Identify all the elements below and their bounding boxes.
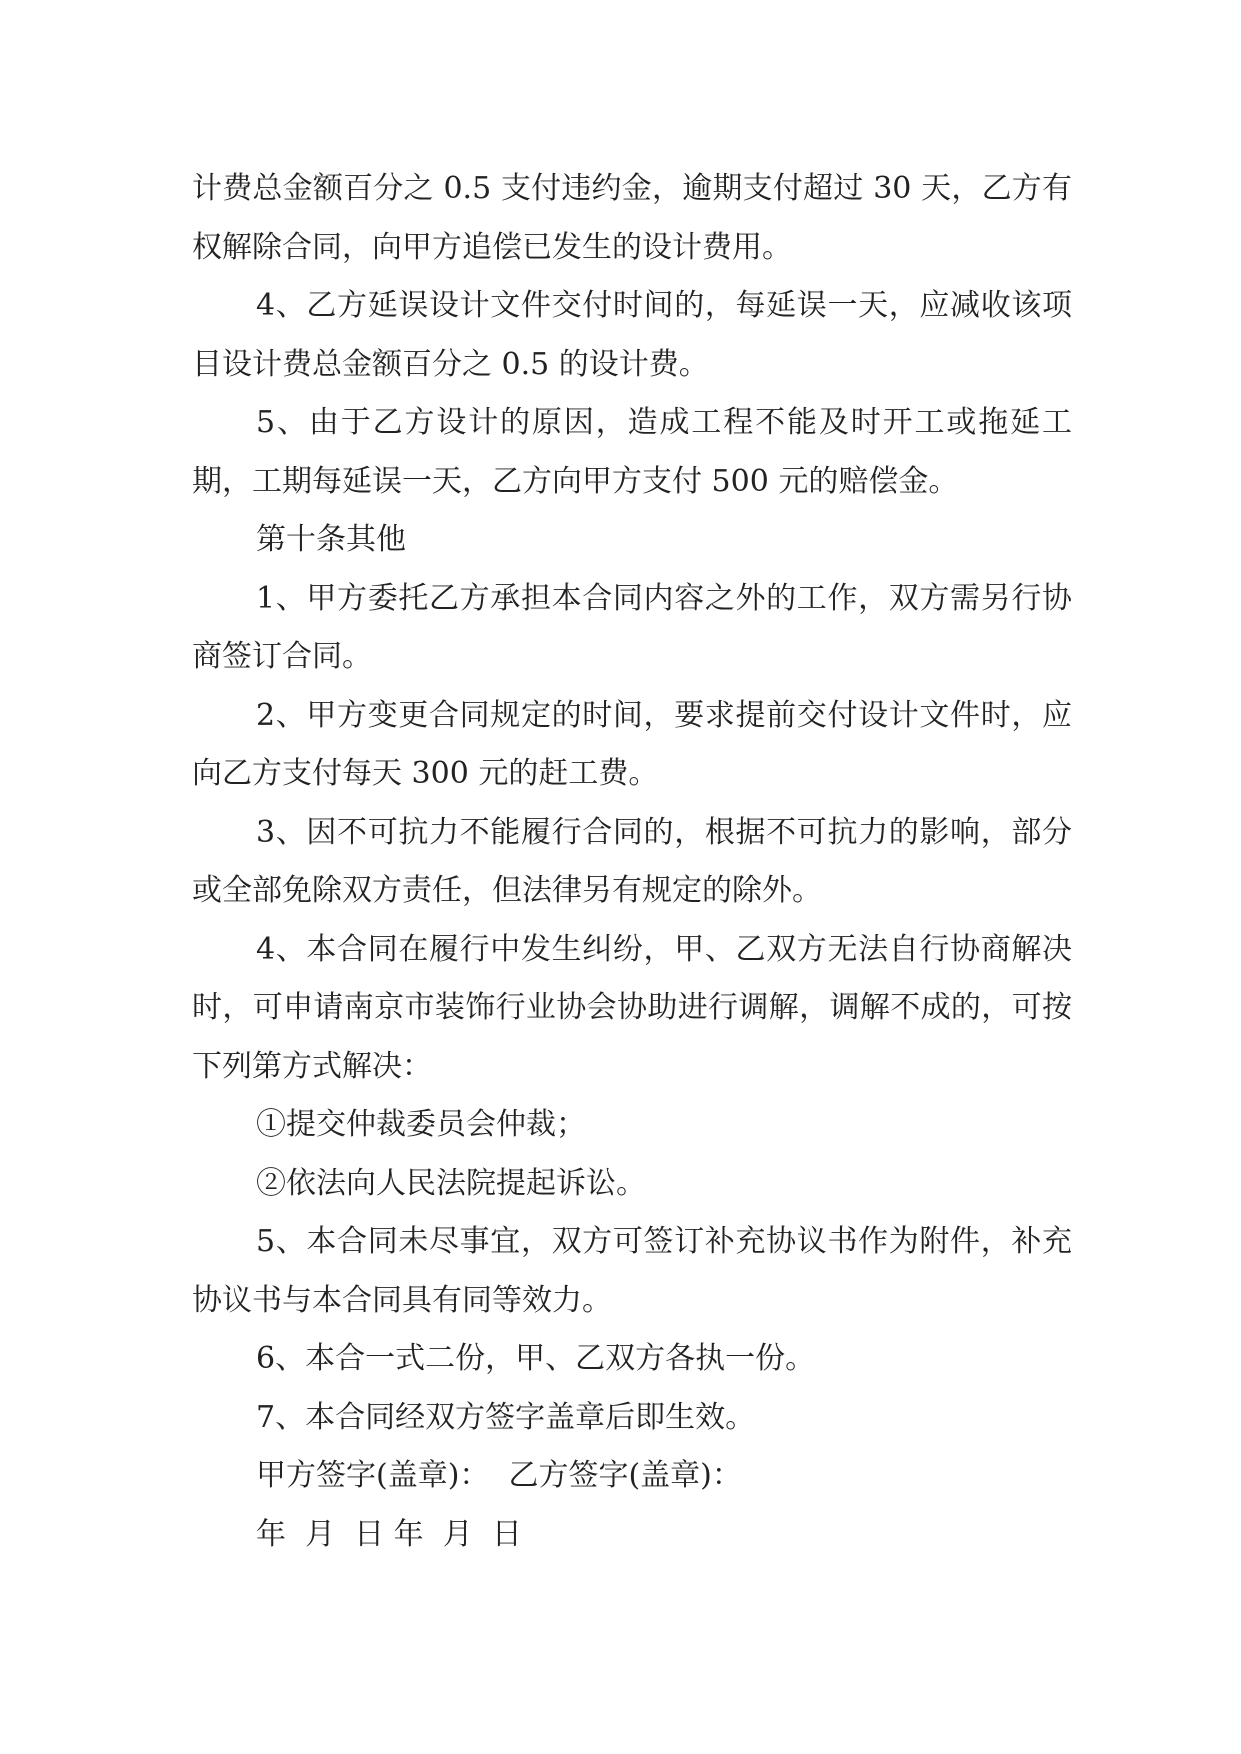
- paragraph-clause-5-compensation: 5、由于乙方设计的原因，造成工程不能及时开工或拖延工期，工期每延误一天，乙方向甲方支付 500 元的赔偿金。: [192, 405, 1072, 499]
- date-line: 年 月 日 年 月 日: [256, 1516, 522, 1552]
- document-body: [192, 160, 1072, 1564]
- paragraph-other-2: 2、甲方变更合同规定的时间，要求提前交付设计文件时，应向乙方支付每天 300 元的赶工费。: [192, 697, 1072, 791]
- paragraph-other-6: 6、本合一式二份，甲、乙双方各执一份。: [256, 1341, 816, 1376]
- paragraph-other-7: 7、本合同经双方签字盖章后即生效。: [256, 1399, 756, 1435]
- paragraph-clause-4-delay: 4、乙方延误设计文件交付时间的，每延误一天，应减收该项目设计费总金额百分之 0.5 的设计费。: [192, 288, 1072, 382]
- paragraph-option-arbitration: ①提交仲裁委员会仲裁；: [256, 1107, 586, 1142]
- paragraph-other-1: 1、甲方委托乙方承担本合同内容之外的工作，双方需另行协商签订合同。: [192, 580, 1072, 674]
- section-heading-article-10: 第十条其他: [256, 522, 406, 557]
- signature-line: 甲方签字(盖章)： 乙方签字(盖章)：: [256, 1458, 742, 1493]
- paragraph-other-3: 3、因不可抗力不能履行合同的，根据不可抗力的影响，部分或全部免除双方责任，但法律另有规定的除外。: [192, 814, 1072, 908]
- paragraph-penalty-continued: 计费总金额百分之 0.5 支付违约金，逾期支付超过 30 天，乙方有权解除合同，向甲方追偿已发生的设计费用。: [192, 171, 1072, 265]
- paragraph-other-4: 4、本合同在履行中发生纠纷，甲、乙双方无法自行协商解决时，可申请南京市装饰行业协会协助进行调解，调解不成的，可按下列第方式解决：: [192, 931, 1072, 1084]
- paragraph-option-litigation: ②依法向人民法院提起诉讼。: [256, 1165, 646, 1201]
- paragraph-other-5: 5、本合同未尽事宜，双方可签订补充协议书作为附件，补充协议书与本合同具有同等效力。: [192, 1224, 1072, 1318]
